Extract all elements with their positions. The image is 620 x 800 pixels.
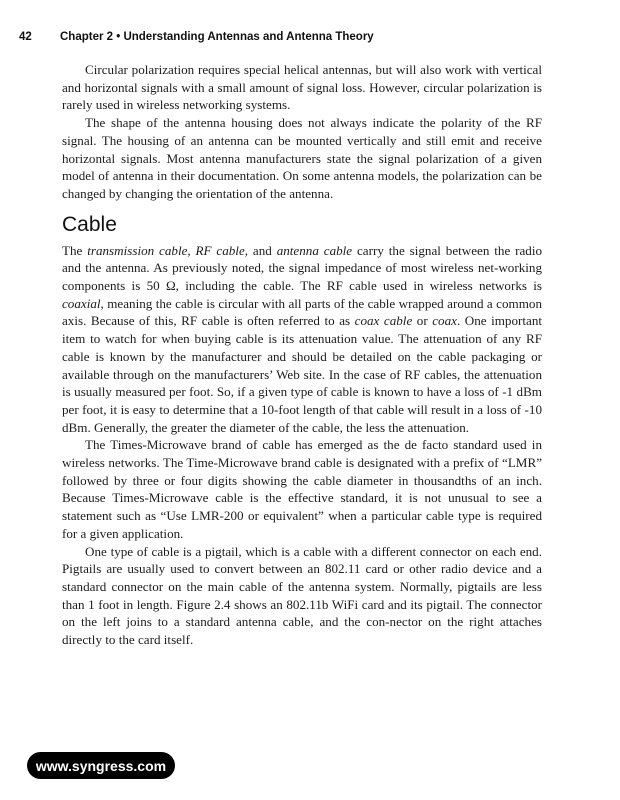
publisher-url-badge	[27, 752, 175, 779]
publisher-url: www.syngress.com	[35, 757, 167, 774]
page-number: 42	[19, 31, 32, 43]
paragraph-antenna-housing: The shape of the antenna housing does not always indicate the polarity of the RF signal. The housing of an antenna can be mounted vertically and still emit and receive horizontal signals. Most antenna manufacturers state the signal polarization of a given model of antenna in their documentation. On some antenna models, the polarization can be changed by changing the orientation of the antenna.	[62, 115, 542, 201]
section-heading-cable: Cable	[62, 212, 117, 236]
chapter-title: Chapter 2 • Understanding Antennas and Antenna Theory	[60, 31, 374, 43]
paragraph-pigtail: One type of cable is a pigtail, which is a cable with a different connector on each end. Pigtails are usually used to convert between an 802.11 card or other radio device and a standard connector on the main cable of the antenna system. Normally, pigtails are less than 1 foot in length. Figure 2.4 shows an 802.11b WiFi card and its pigtail. The connector on the left joins to a standard antenna cable, and the con-nector on the right attaches directly to the card itself.	[62, 543, 542, 648]
paragraph-circular-polarization: Circular polarization requires special helical antennas, but will also work with vertical and horizontal signals with a small amount of signal loss. However, circular polarization is rarely used in wireless networking systems.	[62, 62, 542, 113]
page-body	[62, 61, 542, 649]
paragraph-cable-intro: The transmission cable, RF cable, and antenna cable carry the signal between the radio and the antenna. As previously noted, the signal impedance of most wireless net-working components is 50 Ω, including the cable. The RF cable used in wireless networks is coaxial, meaning the cable is circular with all parts of the cable wrapped around a common axis. Because of this, RF cable is often referred to as coax cable or coax. One important item to watch for when buying cable is its attenuation value. The attenuation of any RF cable is known by the manufacturer and should be detailed on the cable packaging or available through on the manufacturers’ Web site. In the case of RF cables, the attenuation is usually measured per foot. So, if a given type of cable is known to have a loss of -1 dBm per foot, it is easy to determine that a 10-foot length of that cable will result in a loss of -10 dBm. Generally, the greater the diameter of the cable, the less the attenuation.	[62, 242, 543, 435]
running-header	[19, 31, 600, 49]
paragraph-times-microwave: The Times-Microwave brand of cable has emerged as the de facto standard used in wireless networks. The Time-Microwave brand cable is designated with a prefix of “LMR” followed by three or four digits showing the cable diameter in thousandths of an inch. Because Times-Microwave cable is the effective standard, it is not unusual to see a statement such as “Use LMR-200 or equivalent” when a particular cable type is required for a given application.	[62, 437, 542, 541]
